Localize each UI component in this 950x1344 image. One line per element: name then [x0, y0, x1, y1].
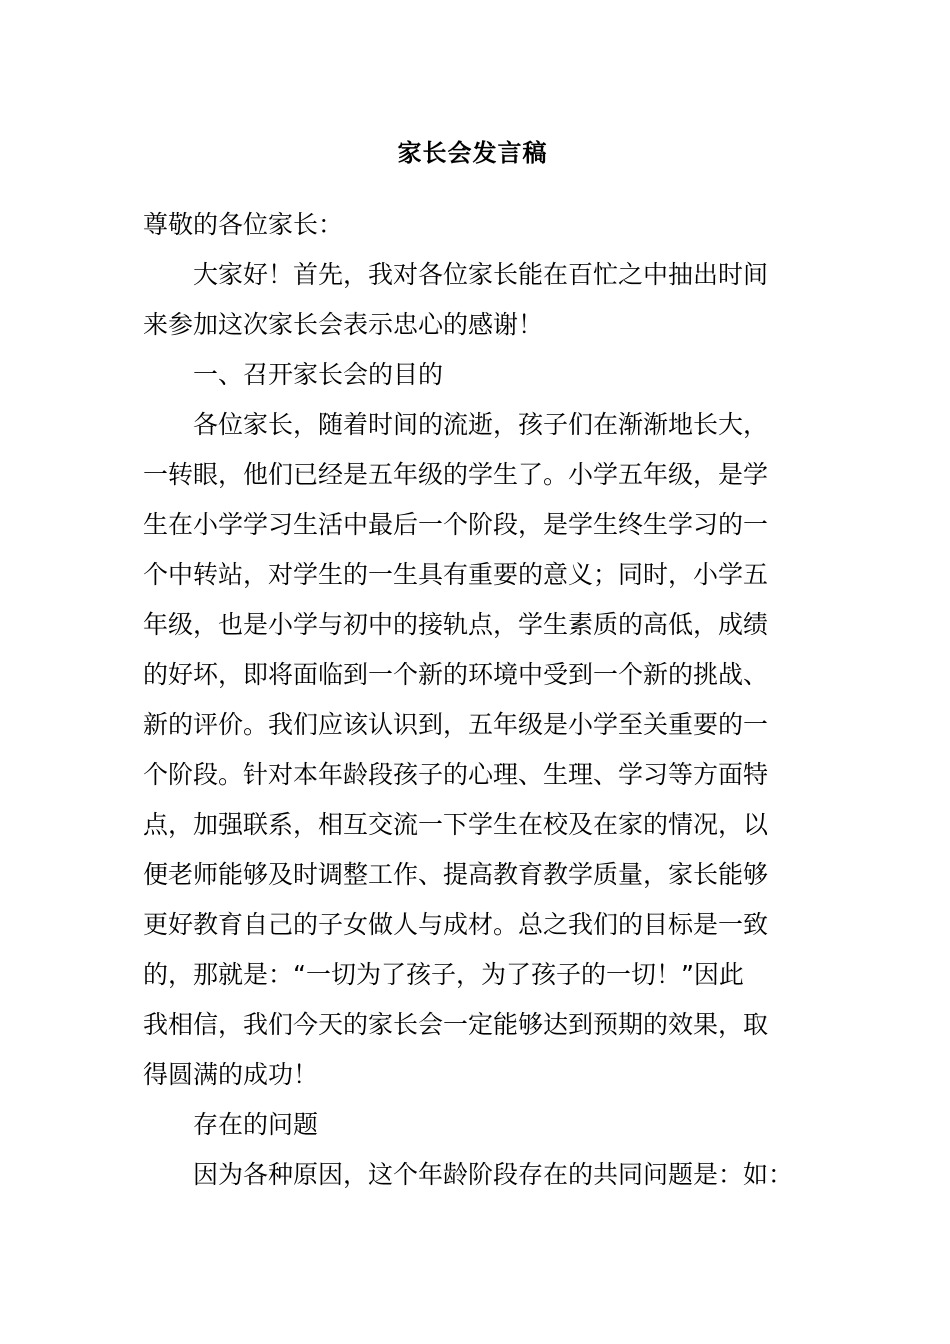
- text-line: 因为各种原因，这个年龄阶段存在的共同问题是：如：: [193, 1160, 794, 1189]
- section-heading: 存在的问题: [193, 1110, 319, 1139]
- text-line: 一转眼，他们已经是五年级的学生了。小学五年级，是学: [143, 460, 769, 489]
- text-line: 新的评价。我们应该认识到，五年级是小学至关重要的一: [143, 710, 769, 739]
- text-line: 的，那就是：“一切为了孩子，为了孩子的一切！”因此: [143, 960, 744, 989]
- text-line: 大家好！首先，我对各位家长能在百忙之中抽出时间: [193, 260, 769, 289]
- text-line: 点，加强联系，相互交流一下学生在校及在家的情况，以: [143, 810, 769, 839]
- document-body: [143, 200, 803, 1200]
- text-line: 个中转站，对学生的一生具有重要的意义；同时，小学五: [143, 560, 769, 589]
- text-line: 我相信，我们今天的家长会一定能够达到预期的效果，取: [143, 1010, 769, 1039]
- text-line: 生在小学学习生活中最后一个阶段，是学生终生学习的一: [143, 510, 769, 539]
- text-line: 个阶段。针对本年龄段孩子的心理、生理、学习等方面特: [143, 760, 769, 789]
- text-line: 各位家长，随着时间的流逝，孩子们在渐渐地长大，: [193, 410, 769, 439]
- document-title: 家长会发言稿: [397, 139, 548, 167]
- salutation-line: 尊敬的各位家长：: [143, 210, 344, 239]
- text-line: 的好坏，即将面临到一个新的环境中受到一个新的挑战、: [143, 660, 769, 689]
- text-line: 更好教育自己的子女做人与成材。总之我们的目标是一致: [143, 910, 769, 939]
- text-line: 便老师能够及时调整工作、提高教育教学质量，家长能够: [143, 860, 769, 889]
- text-line: 来参加这次家长会表示忠心的感谢！: [143, 310, 544, 339]
- text-line: 得圆满的成功！: [143, 1060, 319, 1089]
- section-heading: 一、召开家长会的目的: [193, 360, 444, 389]
- text-line: 年级，也是小学与初中的接轨点，学生素质的高低，成绩: [143, 610, 769, 639]
